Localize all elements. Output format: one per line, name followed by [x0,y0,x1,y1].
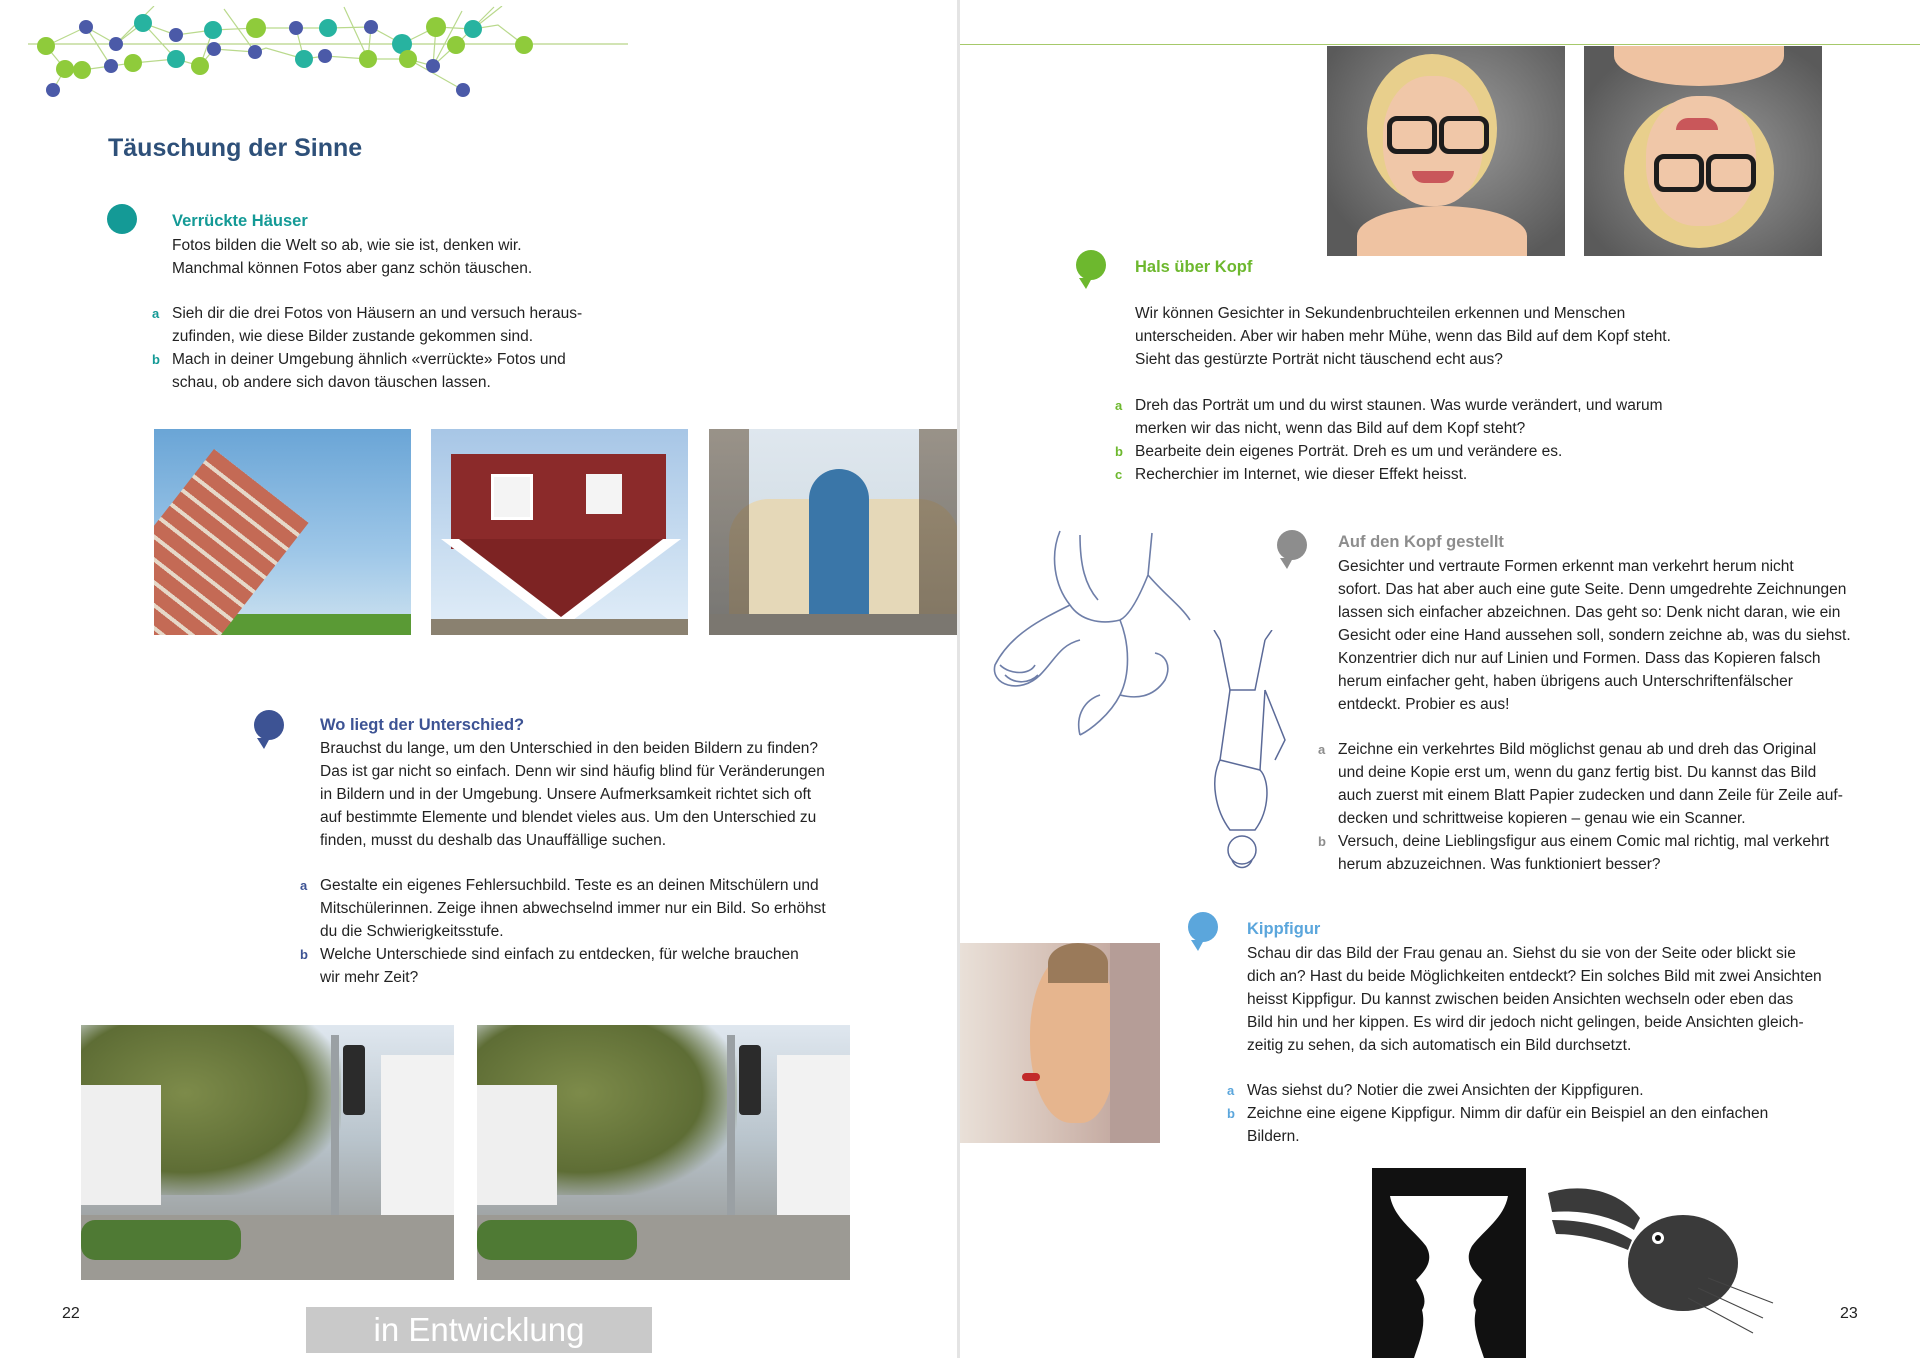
task-item: a Was siehst du? Notier die zwei Ansichten der Kippfiguren. [1227,1082,1644,1099]
portrait-photo [1327,46,1565,256]
street-photo-right [477,1025,850,1280]
task-item: a Dreh das Porträt um und du wirst staunen. Was wurde verändert, und warum merken wir das nicht, wenn das Bild auf dem Kopf steht? [1115,397,1663,437]
molecule-decoration [28,6,628,98]
section-title-auf-den-kopf-gestellt: Auf den Kopf gestellt [1338,533,1504,551]
task-item: b Bearbeite dein eigenes Porträt. Dreh es um und verändere es. [1115,443,1563,460]
page-title: Täuschung der Sinne [108,134,363,162]
section-title-hals-ueber-kopf: Hals über Kopf [1135,258,1253,276]
rubin-vase-illusion [1372,1168,1526,1358]
upside-down-house-photo [431,429,688,635]
section-intro: Brauchst du lange, um den Unterschied in den beiden Bildern zu finden? Das ist gar nicht so einfach. Denn wir sind häufig blind für Veränderungen in Bildern und in der Umgebung. Unsere Aufmerksamkeit richtet sich oft auf bestimmte Elemente und blendet vieles aus. Um den Unterschied zu finden, musst du deshalb das Unauffällige suchen. [320,740,825,849]
section-intro: Wir können Gesichter in Sekundenbruchteilen erkennen und Menschen unterscheiden. Aber wir haben mehr Mühe, wenn das Bild auf dem Kopf steht. Sieht das gestürzte Porträt nicht täuschend echt aus? [1135,305,1671,368]
task-item: a Zeichne ein verkehrtes Bild möglichst genau ab und dreh das Original und deine Kopie erst um, wenn du ganz fertig bist. Du kannst das Bild auch zuerst mit einem Blatt Papier zudecken und dann Zeile für Zeile auf- decken und schrittweise kopieren – genau wie ein Scanner. [1318,741,1843,827]
section-title-wo-liegt-der-unterschied: Wo liegt der Unterschied? [320,716,525,734]
header-rule [960,44,1920,45]
page-number: 22 [62,1305,80,1322]
section-intro: Schau dir das Bild der Frau genau an. Siehst du sie von der Seite oder blickt sie dich an? Hast du beide Möglichkeiten entdeckt? Ein solches Bild mit zwei Ansichten heisst Kippfigur. Du kannst zwischen beiden Ansichten wechseln oder eben das Bild hin und her kippen. Es wird dir jedoch nicht gelingen, beide Ansichten gleich- zeitig zu sehen, da sich automatisch ein Bild durchsetzt. [1247,945,1822,1054]
speech-bubble-icon [1277,530,1307,560]
speech-bubble-icon [254,710,284,740]
speech-bubble-icon [1076,250,1106,280]
draft-watermark: in Entwicklung [306,1307,652,1353]
section-title-verrueckte-haeuser: Verrückte Häuser [172,212,308,230]
task-item: b Mach in deiner Umgebung ähnlich «verrückte» Fotos und schau, ob andere sich davon täuschen lassen. [152,351,566,391]
street-photo-left [81,1025,454,1280]
task-item: a Gestalte ein eigenes Fehlersuchbild. Teste es an deinen Mitschülern und Mitschülerinnen. Zeige ihnen abwechselnd immer nur ein Bild. So erhöhst du die Schwierigkeitsstufe. [300,877,826,940]
page-number: 23 [1840,1305,1858,1322]
section-title-kippfigur: Kippfigur [1247,920,1321,938]
upside-down-portrait-photo [1584,46,1822,256]
task-item: c Recherchier im Internet, wie dieser Effekt heisst. [1115,466,1468,483]
left-page [0,0,958,1358]
task-item: a Sieh dir die drei Fotos von Häusern an und versuch heraus- zufinden, wie diese Bilder zustande gekommen sind. [152,305,583,345]
task-item: b Versuch, deine Lieblingsfigur aus einem Comic mal richtig, mal verkehrt herum abzuzeichnen. Was funktioniert besser? [1318,833,1830,873]
right-page [960,0,1920,1358]
face-ambiguous-photo [960,943,1160,1143]
tilted-building-photo [154,429,411,635]
crooked-house-photo [709,429,959,635]
section-intro: Fotos bilden die Welt so ab, wie sie ist, denken wir. Manchmal können Fotos aber ganz schön täuschen. [172,237,533,277]
upside-down-figure-drawing [1200,630,1290,880]
upside-down-horse-drawing [980,525,1220,755]
speech-bubble-icon [107,204,137,234]
task-item: b Zeichne eine eigene Kippfigur. Nimm dir dafür ein Beispiel an den einfachen Bildern. [1227,1105,1769,1145]
speech-bubble-icon [1188,912,1218,942]
duck-rabbit-illusion [1548,1178,1778,1348]
section-intro: Gesichter und vertraute Formen erkennt man verkehrt herum nicht sofort. Das hat aber auch eine gute Seite. Denn umgedrehte Zeichnungen lassen sich einfacher abzeichnen. Das geht so: Denk nicht daran, wie ein Gesicht oder eine Hand aussehen soll, sondern zeichne ab, was du siehst. Konzentrier dich nur auf Linien und Formen. Dass das Kopieren falsch herum einfacher geht, haben übrigens auch Unterschriftenfälscher entdeckt. Probier es aus! [1338,558,1851,713]
task-item: b Welche Unterschiede sind einfach zu entdecken, für welche brauchen wir mehr Zeit? [300,946,799,986]
